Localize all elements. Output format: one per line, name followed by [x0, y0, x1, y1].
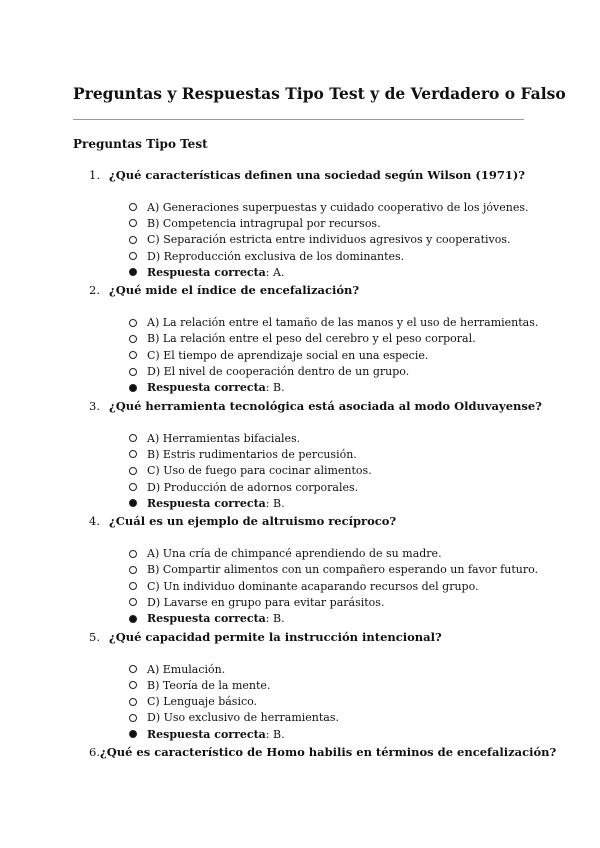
answer-label: Respuesta correcta	[147, 612, 266, 626]
hollow-bullet-icon	[129, 368, 137, 376]
option-item: B) Compartir alimentos con un compañero esperando un favor futuro.	[73, 562, 543, 578]
question-item	[73, 165, 543, 280]
answer-label: Respuesta correcta	[147, 727, 266, 741]
hollow-bullet-icon	[129, 335, 137, 343]
answer-item	[73, 611, 543, 627]
document-title: Preguntas y Respuestas Tipo Test y de Verdadero o Falso	[73, 84, 566, 103]
question-number: 4.	[89, 514, 100, 529]
hollow-bullet-icon	[129, 714, 137, 722]
options-list	[73, 199, 543, 280]
option-item: B) La relación entre el peso del cerebro y el peso corporal.	[73, 331, 543, 347]
answer-item	[73, 264, 543, 280]
filled-bullet-icon	[129, 499, 137, 507]
hollow-bullet-icon	[129, 483, 137, 491]
hollow-bullet-icon	[129, 598, 137, 606]
question-text: ¿Qué herramienta tecnológica está asociada al modo Olduvayense?	[109, 398, 542, 413]
section-title: Preguntas Tipo Test	[73, 137, 208, 151]
options-list	[73, 314, 543, 395]
hollow-bullet-icon	[129, 450, 137, 458]
option-item: C) Uso de fuego para cocinar alimentos.	[73, 463, 543, 479]
filled-bullet-icon	[129, 268, 137, 276]
option-item: D) Uso exclusivo de herramientas.	[73, 710, 543, 726]
option-item: A) Emulación.	[73, 661, 543, 677]
option-item: D) Producción de adornos corporales.	[73, 479, 543, 495]
question-item	[73, 280, 543, 395]
hollow-bullet-icon	[129, 665, 137, 673]
answer-value: : B.	[265, 381, 285, 395]
option-item: B) Competencia intragrupal por recursos.	[73, 215, 543, 231]
answer-label: Respuesta correcta	[147, 265, 266, 279]
question-item	[73, 511, 543, 626]
question-text: ¿Cuál es un ejemplo de altruismo recíproco?	[109, 514, 397, 529]
answer-item	[73, 380, 543, 396]
question-list	[73, 165, 557, 762]
options-list	[73, 430, 543, 511]
option-item: D) Lavarse en grupo para evitar parásitos.	[73, 594, 543, 610]
option-item: B) Teoría de la mente.	[73, 677, 543, 693]
hollow-bullet-icon	[129, 566, 137, 574]
filled-bullet-icon	[129, 730, 137, 738]
options-list	[73, 661, 543, 742]
option-item: C) Un individuo dominante acaparando recursos del grupo.	[73, 578, 543, 594]
question-text: ¿Qué características definen una sociedad según Wilson (1971)?	[109, 168, 525, 182]
question-number: 2.	[89, 283, 100, 298]
question-item	[73, 396, 543, 511]
option-item: A) Herramientas bifaciales.	[73, 430, 543, 446]
options-list	[73, 545, 543, 626]
question-number: 3.	[89, 398, 100, 413]
hollow-bullet-icon	[129, 236, 137, 244]
option-item: A) Una cría de chimpancé aprendiendo de su madre.	[73, 545, 543, 561]
hollow-bullet-icon	[129, 698, 137, 706]
question-item	[73, 627, 543, 742]
option-item: C) Separación estricta entre individuos agresivos y cooperativos.	[73, 232, 543, 248]
hollow-bullet-icon	[129, 582, 137, 590]
hollow-bullet-icon	[129, 550, 137, 558]
option-item: C) Lenguaje básico.	[73, 694, 543, 710]
question-number: 5.	[89, 629, 100, 644]
hollow-bullet-icon	[129, 252, 137, 260]
question-text: ¿Qué es característico de Homo habilis en términos de encefalización?	[99, 745, 557, 760]
answer-label: Respuesta correcta	[147, 381, 266, 395]
answer-value: : A.	[265, 265, 285, 279]
answer-item	[73, 726, 543, 742]
option-item: D) Reproducción exclusiva de los dominantes.	[73, 248, 543, 264]
question-text: ¿Qué mide el índice de encefalización?	[109, 283, 360, 298]
hollow-bullet-icon	[129, 219, 137, 227]
filled-bullet-icon	[129, 384, 137, 392]
hollow-bullet-icon	[129, 467, 137, 475]
title-divider	[73, 119, 524, 120]
option-item: B) Estris rudimentarios de percusión.	[73, 446, 543, 462]
answer-value: : B.	[265, 496, 285, 510]
option-item: D) El nivel de cooperación dentro de un grupo.	[73, 363, 543, 379]
hollow-bullet-icon	[129, 351, 137, 359]
question-text: ¿Qué capacidad permite la instrucción intencional?	[109, 629, 442, 644]
question-number: 1.	[89, 168, 100, 182]
hollow-bullet-icon	[129, 319, 137, 327]
answer-label: Respuesta correcta	[147, 496, 266, 510]
option-item: A) Generaciones superpuestas y cuidado cooperativo de los jóvenes.	[73, 199, 543, 215]
answer-value: : B.	[265, 727, 285, 741]
filled-bullet-icon	[129, 615, 137, 623]
answer-value: : B.	[265, 612, 285, 626]
hollow-bullet-icon	[129, 203, 137, 211]
option-item: C) El tiempo de aprendizaje social en una especie.	[73, 347, 543, 363]
hollow-bullet-icon	[129, 681, 137, 689]
option-item: A) La relación entre el tamaño de las manos y el uso de herramientas.	[73, 314, 543, 330]
question-number: 6.	[89, 745, 100, 760]
answer-item	[73, 495, 543, 511]
hollow-bullet-icon	[129, 434, 137, 442]
question-item	[73, 742, 557, 762]
